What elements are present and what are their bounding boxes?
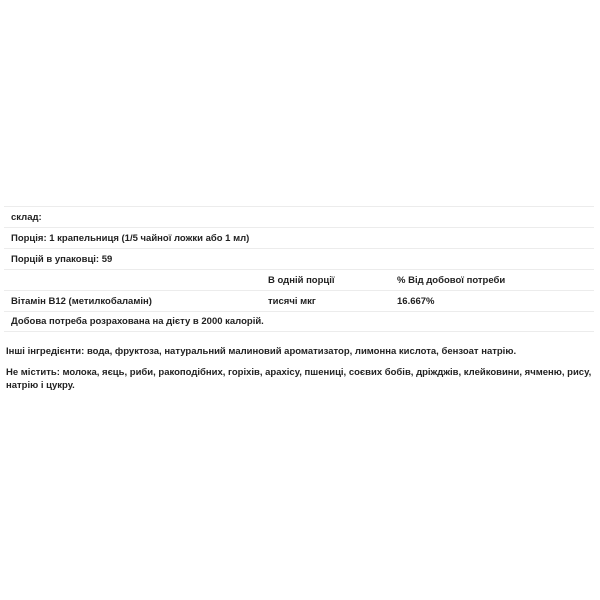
nutrient-name: Вітамін B12 (метилкобаламін): [11, 295, 152, 307]
nutrient-amount: тисячі мкг: [268, 295, 316, 307]
column-header-per-serving: В одній порції: [268, 274, 335, 286]
supplement-facts-table: [4, 206, 594, 332]
facts-title-row: [4, 206, 594, 227]
servings-per-container-row: [4, 248, 594, 269]
table-row: [4, 290, 594, 311]
facts-title: склад:: [11, 211, 42, 223]
column-header-daily-value: % Від добової потреби: [397, 274, 506, 286]
nutrient-daily-value: 16.667%: [397, 295, 435, 307]
footnote-row: [4, 311, 594, 332]
serving-size: Порція: 1 крапельниця (1/5 чайної ложки або 1 мл): [11, 232, 250, 244]
servings-per-container: Порцій в упаковці: 59: [11, 253, 113, 265]
daily-value-footnote: Добова потреба розрахована на дієту в 2000 калорій.: [11, 316, 264, 327]
table-header-row: [4, 269, 594, 290]
ingredient-notes: [6, 345, 596, 400]
other-ingredients: Інші інгредієнти: вода, фруктоза, натуральний малиновий ароматизатор, лимонна кислота, бензоат натрію.: [6, 346, 517, 357]
allergen-statement: Не містить: молока, яєць, риби, ракоподібних, горіхів, арахісу, пшениці, соєвих бобів, дріжджів, клейковини, ячменю, рису, натрію і цукру.: [6, 367, 592, 391]
serving-size-row: [4, 227, 594, 248]
